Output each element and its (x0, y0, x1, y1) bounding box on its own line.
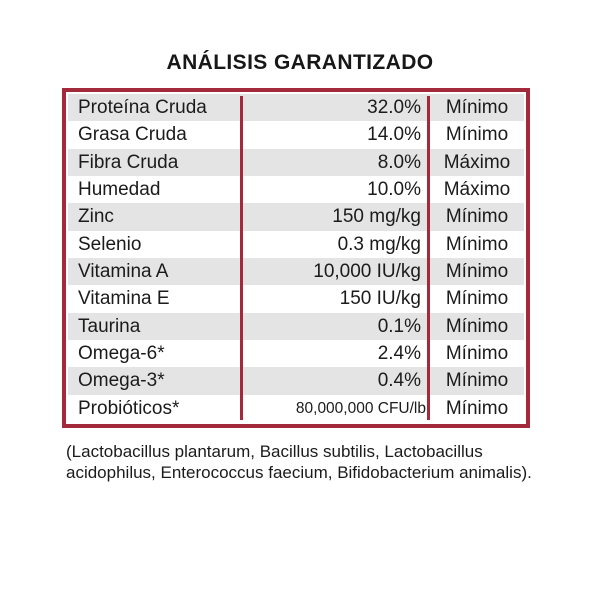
nutrient-qualifier: Mínimo (445, 288, 509, 310)
nutrient-value: 2.4% (377, 343, 421, 365)
nutrient-value: 10.0% (367, 179, 421, 201)
nutrient-name: Fibra Cruda (78, 152, 179, 172)
nutrient-qualifier: Mínimo (445, 97, 509, 119)
table-row (68, 121, 524, 148)
nutrient-qualifier: Mínimo (445, 315, 509, 337)
nutrient-name: Probióticos* (78, 398, 180, 418)
nutrient-name: Omega-3* (78, 371, 165, 391)
nutrient-value: 150 IU/kg (339, 288, 421, 310)
nutrient-qualifier: Mínimo (445, 343, 509, 365)
table-row (68, 285, 524, 312)
nutrient-name: Taurina (78, 316, 141, 336)
nutrient-qualifier: Mínimo (445, 370, 509, 392)
nutrient-value: 0.1% (377, 315, 421, 337)
nutrient-name: Selenio (78, 234, 142, 254)
nutrient-value: 10,000 IU/kg (313, 261, 421, 283)
nutrient-qualifier: Máximo (443, 179, 511, 201)
table-row (68, 231, 524, 258)
guaranteed-analysis-table (62, 88, 530, 428)
nutrient-name: Vitamina A (78, 262, 169, 282)
nutrient-name: Humedad (78, 180, 161, 200)
table-rows (68, 94, 524, 422)
nutrient-value: 150 mg/kg (332, 206, 421, 228)
nutrient-name: Omega-6* (78, 344, 165, 364)
nutrient-qualifier: Mínimo (445, 206, 509, 228)
nutrient-value: 32.0% (367, 97, 421, 119)
table-row (68, 340, 524, 367)
nutrient-value: 0.3 mg/kg (337, 233, 421, 255)
nutrient-name: Proteína Cruda (78, 98, 207, 118)
table-row (68, 176, 524, 203)
column-divider (240, 96, 243, 420)
probiotics-footnote: (Lactobacillus plantarum, Bacillus subtilis, Lactobacillus acidophilus, Enterococcus faecium, Bifidobacterium animalis). (66, 442, 532, 482)
nutrient-qualifier: Mínimo (445, 397, 509, 419)
nutrient-qualifier: Mínimo (445, 233, 509, 255)
table-row (68, 258, 524, 285)
nutrient-value: 0.4% (377, 370, 421, 392)
table-row (68, 149, 524, 176)
table-row (68, 203, 524, 230)
nutrient-name: Zinc (78, 207, 114, 227)
table-row (68, 94, 524, 121)
nutrient-name: Vitamina E (78, 289, 170, 309)
nutrient-qualifier: Mínimo (445, 261, 509, 283)
page-title: ANÁLISIS GARANTIZADO (166, 51, 434, 74)
nutrient-qualifier: Mínimo (445, 124, 509, 146)
table-row (68, 313, 524, 340)
table-row (68, 395, 524, 422)
nutrient-value: 14.0% (367, 124, 421, 146)
nutrient-name: Grasa Cruda (78, 125, 187, 145)
table-row (68, 367, 524, 394)
nutrient-value: 80,000,000 CFU/lb (295, 399, 426, 417)
column-divider (427, 96, 430, 420)
nutrient-qualifier: Máximo (443, 151, 511, 173)
nutrient-value: 8.0% (377, 151, 421, 173)
